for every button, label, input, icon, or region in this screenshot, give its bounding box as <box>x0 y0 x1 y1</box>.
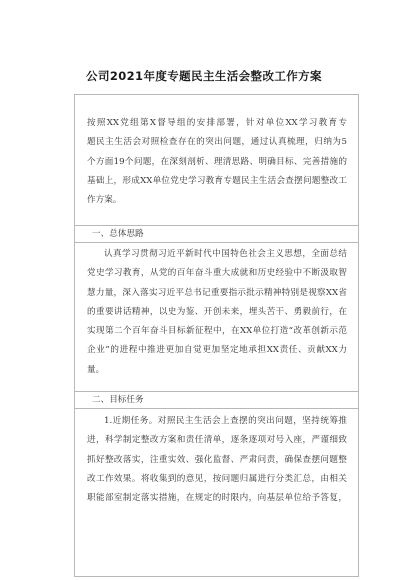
text-line: 党史学习教育，从党的百年奋斗重大成就和历史经验中不断汲取智 <box>87 268 347 279</box>
text-line: 作方案。 <box>87 195 122 206</box>
text-line: 1.近期任务。对照民主生活会上查摆的突出问题，坚持统筹推 <box>104 416 347 426</box>
divider <box>74 242 359 243</box>
divider <box>74 391 359 392</box>
text-line: 慧力量，深入落实习近平总书记重要指示批示精神特别是视察XX省 <box>87 287 347 298</box>
intro-paragraph <box>87 114 347 210</box>
text-line: 抓好整改落实，注重实效、强化监督、严肃问责，确保查摆问题整 <box>87 454 347 465</box>
text-line: 量。 <box>87 364 105 375</box>
text-line: 认真学习贯彻习近平新时代中国特色社会主义思想，全面总结 <box>104 249 347 259</box>
text-line: 的重要讲话精神，以史为鉴、开创未来，埋头苦干、勇毅前行，在 <box>87 306 347 317</box>
text-line: 按照XX党组第X督导组的安排部署，针对单位XX学习教育专 <box>87 118 347 128</box>
text-line: 职能部室制定落实措施，在规定的时限内，向基层单位给予答复， <box>87 493 347 504</box>
document-title: 公司2021年度专题民主生活会整改工作方案 <box>86 69 322 83</box>
section-heading: 二、目标任务 <box>92 395 144 405</box>
section1-paragraph <box>87 245 347 380</box>
divider <box>74 408 359 409</box>
text-line: 基础上，形成XX单位党史学习教育专题民主生活会查摆问题整改工 <box>87 175 347 186</box>
text-line: 企业”的进程中推进更加自觉更加坚定地承担XX责任、贡献XX力 <box>87 345 347 356</box>
text-line: 实现第二个百年奋斗目标新征程中，在XX单位打造“改革创新示范 <box>87 326 347 337</box>
text-line: 题民主生活会对照检查存在的突出问题，通过认真梳理，归纳为5 <box>87 137 347 148</box>
section2-paragraph <box>87 412 347 508</box>
divider <box>74 225 359 226</box>
section-heading: 一、总体思路 <box>92 229 144 239</box>
text-line: 进，科学制定整改方案和责任清单，逐条逐项对号入座，严谨细致 <box>87 435 347 446</box>
text-line: 改工作效果。将收集到的意见，按问题归属进行分类汇总，由相关 <box>87 473 347 484</box>
text-line: 个方面19个问题，在深刻剖析、理清思路、明确目标、完善措施的 <box>87 156 347 167</box>
